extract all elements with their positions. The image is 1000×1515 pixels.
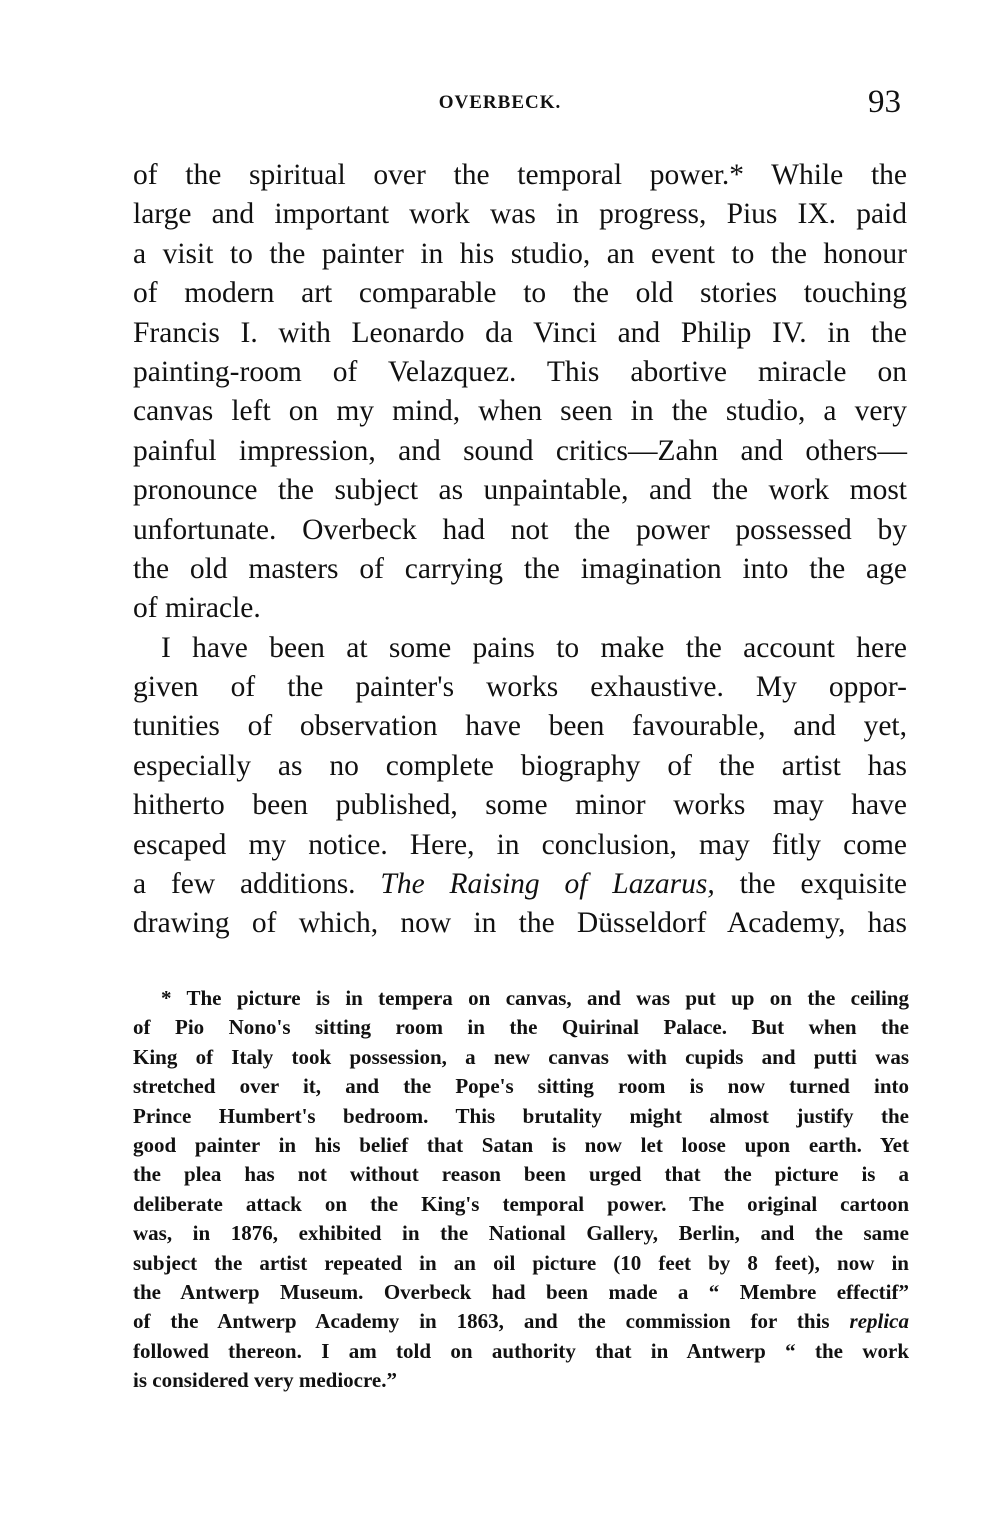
body-line: canvas left on my mind, when seen in the studio, a very [133, 395, 907, 428]
footnote-line: followed thereon. I am told on authority that in Antwerp “ the work [133, 1338, 909, 1363]
body-line: unfortunate. Overbeck had not the power possessed by [133, 513, 907, 546]
footnote [133, 984, 909, 1395]
body-line: painting-room of Velazquez. This abortive miracle on [133, 355, 907, 388]
body-line: large and important work was in progress, Pius IX. paid [133, 198, 907, 231]
running-title: OVERBECK. [438, 92, 562, 113]
footnote-line: the Antwerp Museum. Overbeck had been made a “ Membre effectif” [133, 1279, 909, 1304]
body-line: the old masters of carrying the imagination into the age [133, 552, 907, 585]
footnote-line: is considered very mediocre.” [133, 1368, 398, 1393]
body-line: of the spiritual over the temporal power.* While the [133, 159, 907, 191]
body-line: pronounce the subject as unpaintable, and the work most [133, 474, 907, 507]
footnote-line [133, 1307, 909, 1336]
footnote-line: King of Italy took possession, a new canvas with cupids and putti was [133, 1044, 909, 1069]
footnote-line: * The picture is in tempera on canvas, and was put up on the ceiling [161, 986, 909, 1010]
italic-title: The Raising of Lazarus, [380, 868, 715, 901]
text-run: of the Antwerp Academy in 1863, and the commission for this [133, 1309, 850, 1334]
body-line: of modern art comparable to the old stories touching [133, 277, 907, 310]
footnote-line: good painter in his belief that Satan is now let loose upon earth. Yet [133, 1132, 909, 1157]
italic-title: replica [849, 1309, 909, 1334]
footnote-line: was, in 1876, exhibited in the National Gallery, Berlin, and the same [133, 1221, 909, 1246]
footnote-line: of Pio Nono's sitting room in the Quirinal Palace. But when the [133, 1015, 909, 1040]
body-line: painful impression, and sound critics—Zahn and others— [133, 434, 907, 467]
body-line: escaped my notice. Here, in conclusion, may fitly come [133, 828, 907, 861]
body-line [133, 865, 907, 904]
body-line: of miracle. [133, 592, 261, 625]
footnote-line: stretched over it, and the Pope's sitting room is now turned into [133, 1074, 909, 1099]
body-line: especially as no complete biography of the artist has [133, 749, 907, 782]
body-line: drawing of which, now in the Düsseldorf Academy, has [133, 907, 907, 940]
page-number: 93 [868, 84, 901, 120]
body-line: Francis I. with Leonardo da Vinci and Philip IV. in the [133, 316, 907, 349]
body-line: hitherto been published, some minor works may have [133, 789, 907, 822]
footnote-line: the plea has not without reason been urged that the picture is a [133, 1162, 909, 1187]
body-line: tunities of observation have been favourable, and yet, [133, 710, 907, 743]
body-line: I have been at some pains to make the account here [161, 631, 907, 664]
footnote-line: subject the artist repeated in an oil picture (10 feet by 8 feet), now in [133, 1250, 909, 1275]
body-line: given of the painter's works exhaustive. My oppor- [133, 671, 907, 704]
footnote-line: deliberate attack on the King's temporal power. The original cartoon [133, 1191, 909, 1216]
text-run: a few additions. [133, 868, 381, 901]
body-line: a visit to the painter in his studio, an event to the honour [133, 237, 907, 270]
footnote-line: Prince Humbert's bedroom. This brutality might almost justify the [133, 1103, 909, 1128]
text-run: the exquisite [714, 868, 908, 901]
body-text [133, 156, 907, 944]
